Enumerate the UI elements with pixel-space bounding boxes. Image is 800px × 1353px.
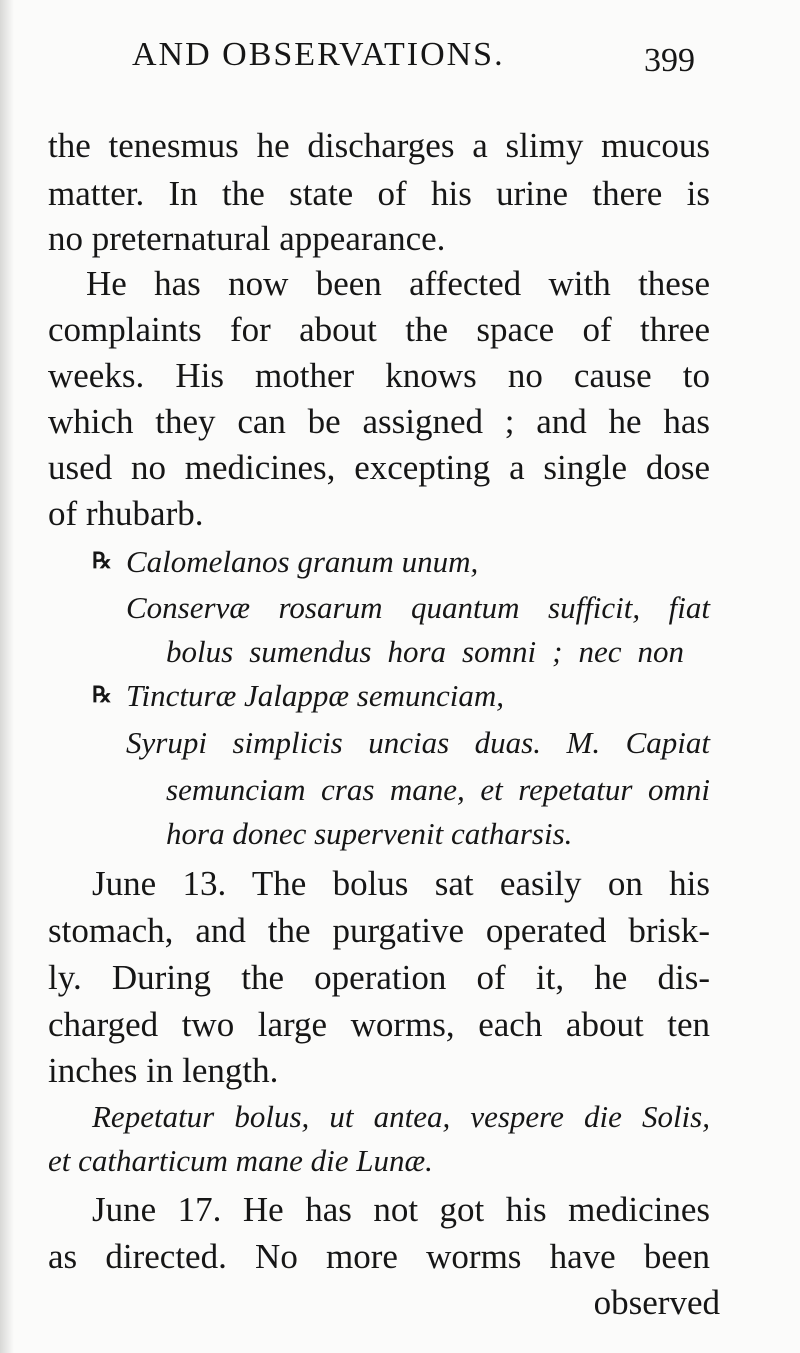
page-gutter-shadow [0,0,14,1353]
text-line-7: which they can be assigned ; and he has [48,402,710,441]
text-line-2: matter. In the state of his urine there is [48,174,710,213]
text-line-8: used no medicines, excepting a single dose [48,448,710,487]
text-line-3: no preternatural appearance. [48,219,446,258]
text-line-11: stomach, and the purgative operated brisk- [48,911,710,950]
text-line-4: He has now been affected with these [86,264,710,303]
running-title: AND OBSERVATIONS. [132,36,505,73]
text-line-16: as directed. No more worms have been [48,1237,710,1276]
prescription-line-4: Tincturæ Jalappæ semunciam, [126,678,505,713]
text-line-12: ly. During the operation of it, he dis- [48,958,710,997]
page-number: 399 [644,42,695,79]
text-line-13: charged two large worms, each about ten [48,1005,710,1044]
prescription-line-5: Syrupi simplicis uncias duas. M. Capiat [126,725,710,760]
recipe-symbol: ℞ [92,682,112,708]
prescription-line-6: semunciam cras mane, et repetatur omni [166,772,710,807]
text-line-14: inches in length. [48,1051,279,1090]
prescription-line-9: et catharticum mane die Lunæ. [48,1143,433,1178]
prescription-line-3: bolus sumendus hora somni ; nec non [166,634,684,669]
text-line-15: June 17. He has not got his medicines [92,1190,710,1229]
text-line-9: of rhubarb. [48,494,204,533]
prescription-line-2: Conservæ rosarum quantum sufficit, fiat [126,590,710,625]
recipe-symbol: ℞ [92,548,112,574]
text-line-1: the tenesmus he discharges a slimy mucous [48,126,710,165]
prescription-line-1: Calomelanos granum unum, [126,544,479,579]
text-line-10: June 13. The bolus sat easily on his [92,864,710,903]
prescription-line-8: Repetatur bolus, ut antea, vespere die Solis, [92,1099,710,1134]
prescription-line-7: hora donec supervenit catharsis. [166,816,573,851]
text-line-5: complaints for about the space of three [48,310,710,349]
catchword: observed [593,1283,720,1322]
text-line-6: weeks. His mother knows no cause to [48,356,710,395]
